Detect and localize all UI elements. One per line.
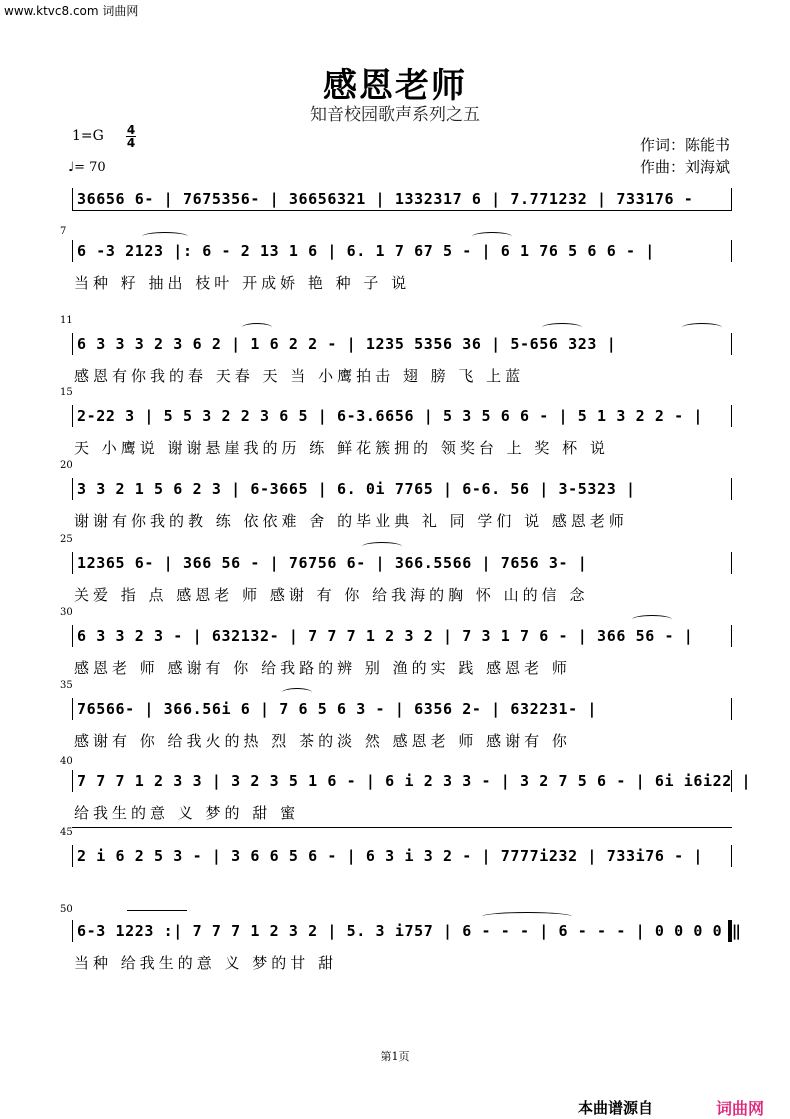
notes-line-6: 12365 6- | 366 56 - | 76756 6- | 366.5566 | 7656 3- | [72, 552, 732, 574]
lyrics-line-9: 给我生的意 义 梦的 甜 蜜 [72, 802, 732, 828]
lyrics-line-6: 关爱 指 点 感恩老 师 感谢 有 你 给我海的胸 怀 山的信 念 [74, 586, 589, 604]
notes-line-4: 2-22 3 | 5 5 3 2 2 3 6 5 | 6-3.6656 | 5 3 5 6 6 - | 5 1 3 2 2 - | [72, 405, 732, 427]
slur [472, 232, 512, 241]
time-signature-bottom: 4 [126, 136, 136, 150]
score-line-6 [60, 534, 732, 605]
measure-number: 50 [60, 904, 73, 915]
measure-number: 7 [60, 226, 67, 237]
notes-line-5: 3 3 2 1 5 6 2 3 | 6-3665 | 6. 0i 7765 | 6-6. 56 | 3-5323 | [72, 478, 732, 500]
lyrics-line-5: 谢谢有你我的教 练 依依难 舍 的毕业典 礼 同 学们 说 感恩老师 [74, 512, 628, 530]
score-line-9 [60, 756, 752, 828]
score-line-10 [60, 827, 732, 867]
score-line-7 [60, 607, 732, 678]
composer-credit: 作曲：刘海斌 [640, 158, 731, 176]
notes-line-9: 7 7 7 1 2 3 3 | 3 2 3 5 1 6 - | 6 i 2 3 3 - | 3 2 7 5 6 - | 6i i6i22 | [72, 770, 732, 792]
measure-number: 45 [60, 827, 73, 838]
score-line-5 [60, 460, 732, 531]
slur [362, 542, 402, 551]
score-line-1 [72, 188, 732, 211]
lyrics-line-7: 感恩老 师 感谢有 你 给我路的辨 别 渔的实 践 感恩老 师 [74, 659, 571, 677]
slur [632, 615, 672, 624]
notes-line-7: 6 3 3 2 3 - | 632132- | 7 7 7 1 2 3 2 | 7 3 1 7 6 - | 366 56 - | [72, 625, 732, 647]
notes-line-1: 36656 6- | 7675356- | 36656321 | 1332317 6 | 7.771232 | 733176 - [72, 188, 732, 211]
source-label: 本曲谱源自 [578, 1099, 654, 1117]
score-line-2 [60, 226, 732, 293]
lyrics-line-11: 当种 给我生的意 义 梦的甘 甜 [74, 954, 338, 972]
lyrics-line-2: 当种 籽 抽出 枝叶 开成娇 艳 种 子 说 [74, 274, 411, 292]
site-url[interactable]: www.ktvc8.com 词曲网 [4, 4, 139, 18]
measure-number: 25 [60, 534, 73, 545]
site-logo[interactable]: 词曲网 [716, 1099, 765, 1118]
page-number: 第1页 [380, 1050, 410, 1063]
measure-number: 20 [60, 460, 73, 471]
tempo-marking: ♩= 70 [68, 160, 106, 175]
notes-line-3: 6 3 3 3 2 3 6 2 | 1 6 2 2 - | 1235 5356 36 | 5-656 323 | [72, 333, 732, 355]
lyrics-line-4: 天 小鹰说 谢谢悬崖我的历 练 鲜花簇拥的 领奖台 上 奖 杯 说 [74, 439, 609, 457]
key-signature: 1=G [72, 128, 104, 144]
notes-line-2: 6 -3 2123 |: 6 - 2 13 1 6 | 6. 1 7 67 5 - | 6 1 76 5 6 6 - | [72, 240, 732, 262]
bracket-line [127, 910, 187, 911]
lyrics-line-3: 感恩有你我的春 天春 天 当 小鹰拍击 翅 膀 飞 上蓝 [74, 367, 525, 385]
slur [242, 323, 272, 332]
slur [542, 323, 582, 332]
score-line-8 [60, 680, 732, 751]
notes-line-8: 76566- | 366.56i 6 | 7 6 5 6 3 - | 6356 2- | 632231- | [72, 698, 732, 720]
slur [682, 323, 722, 332]
slur [142, 232, 188, 241]
lyrics-line-8: 感谢有 你 给我火的热 烈 茶的淡 然 感恩老 师 感谢有 你 [74, 732, 571, 750]
score-line-11 [60, 904, 742, 973]
score-line-4 [60, 387, 732, 458]
measure-number: 35 [60, 680, 73, 691]
score-line-3 [60, 315, 732, 386]
time-signature [126, 124, 136, 149]
lyricist-credit: 作词：陈能书 [640, 136, 731, 154]
measure-number: 30 [60, 607, 73, 618]
measure-number: 15 [60, 387, 73, 398]
measure-number: 11 [60, 315, 73, 326]
slur [282, 688, 312, 697]
notes-line-11: 6-3 1223 :| 7 7 7 1 2 3 2 | 5. 3 i757 | 6 - - - | 6 - - - | 0 0 0 0 ‖ [72, 920, 732, 942]
notes-line-10: 2 i 6 2 5 3 - | 3 6 6 5 6 - | 6 3 i 3 2 - | 7777i232 | 733i76 - | [72, 845, 732, 867]
song-subtitle: 知音校园歌声系列之五 [310, 105, 480, 125]
tie [482, 912, 572, 921]
time-signature-top: 4 [126, 123, 136, 137]
measure-number: 40 [60, 756, 73, 767]
song-title: 感恩老师 [323, 66, 467, 106]
